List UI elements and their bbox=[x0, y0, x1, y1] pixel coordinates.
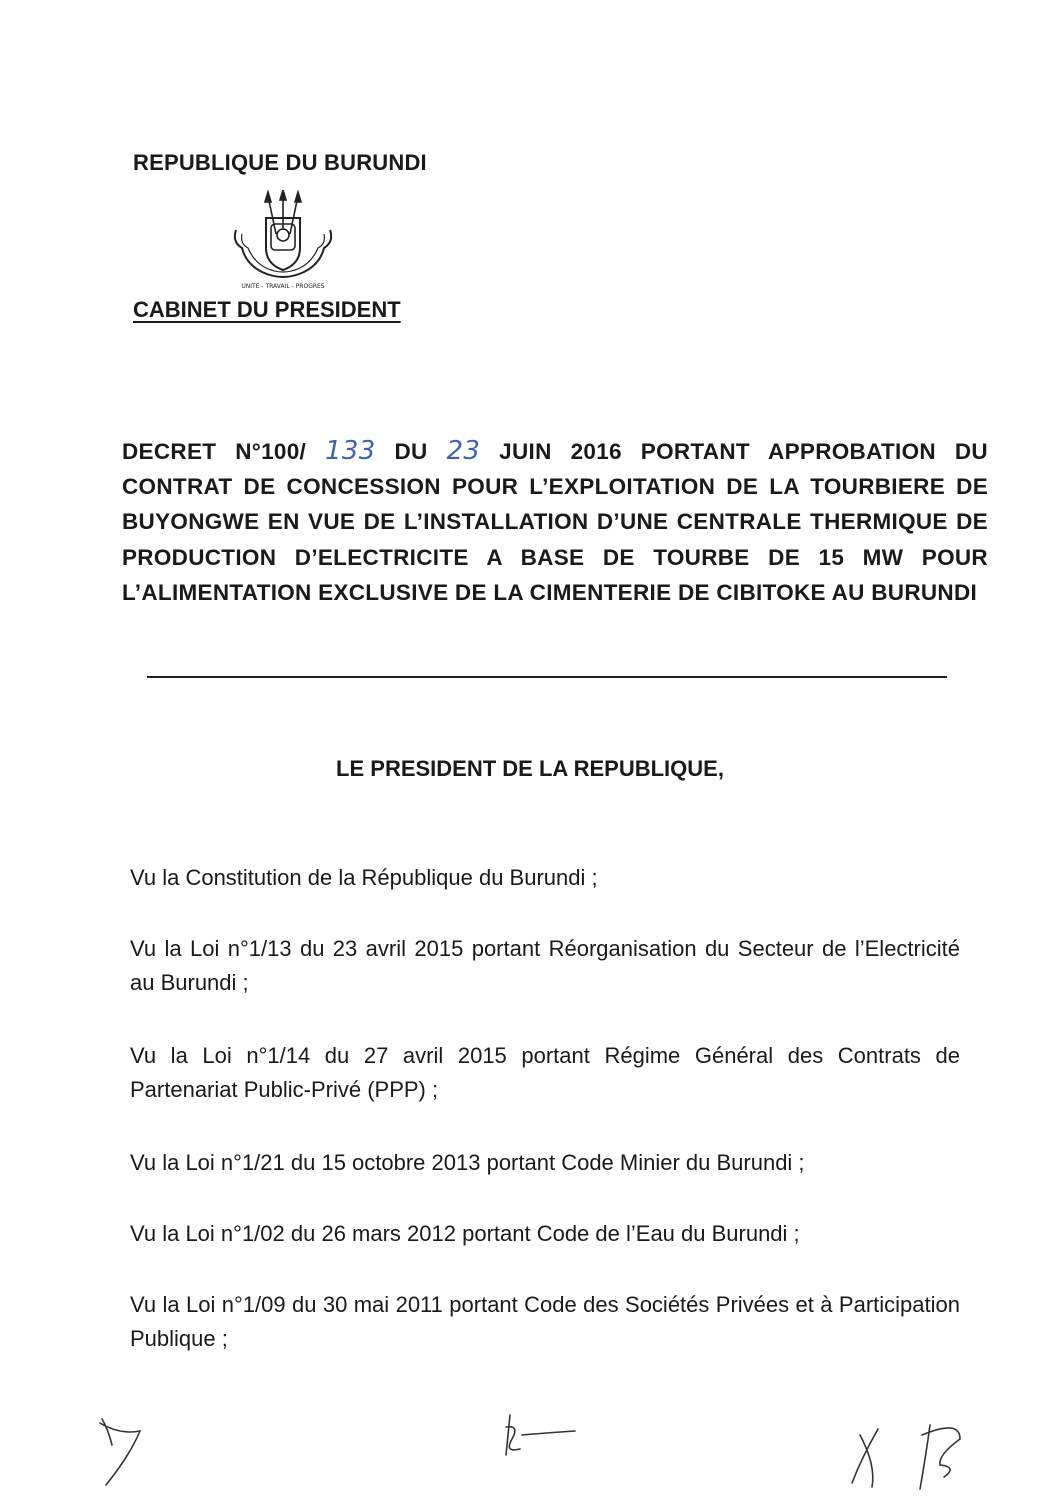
decree-prefix: DECRET N°100/ bbox=[122, 439, 307, 464]
cabinet-heading: CABINET DU PRESIDENT bbox=[133, 297, 401, 322]
decree-title-rest: JUIN 2016 PORTANT APPROBATION DU CONTRAT DE CONCESSION POUR L’EXPLOITATION DE LA TOURBIERE DE BUYONGWE EN VUE DE L’INSTALLATION D’UNE CENTRALE THERMIQUE DE PRODUCTION D’ELECTRICITE A BASE DE TOURBE DE 15 MW POUR L’ALIMENTATION EXCLUSIVE DE LA CIMENTERIE DE CIBITOKE AU BURUNDI bbox=[122, 439, 988, 605]
handwritten-initials-icon bbox=[0, 1405, 1060, 1497]
decree-du: DU bbox=[394, 439, 428, 464]
decree-day-handwritten: 23 bbox=[446, 436, 481, 466]
consideration-item: Vu la Loi n°1/14 du 27 avril 2015 portant Régime Général des Contrats de Partenariat Public-Privé (PPP) ; bbox=[130, 1043, 960, 1102]
consideration-item: Vu la Loi n°1/09 du 30 mai 2011 portant Code des Sociétés Privées et à Participation Publique ; bbox=[130, 1292, 960, 1351]
emblem-motto: UNITE - TRAVAIL - PROGRES bbox=[241, 283, 325, 290]
consideration-item: Vu la Constitution de la République du Burundi ; bbox=[130, 865, 598, 890]
consideration-item: Vu la Loi n°1/02 du 26 mars 2012 portant Code de l’Eau du Burundi ; bbox=[130, 1221, 800, 1246]
president-heading: LE PRESIDENT DE LA REPUBLIQUE, bbox=[336, 756, 724, 781]
consideration-item: Vu la Loi n°1/21 du 15 octobre 2013 portant Code Minier du Burundi ; bbox=[130, 1150, 805, 1175]
coat-of-arms-icon bbox=[228, 190, 338, 292]
decree-number-handwritten: 133 bbox=[325, 436, 376, 466]
consideration-item: Vu la Loi n°1/13 du 23 avril 2015 portant Réorganisation du Secteur de l’Electricité au Burundi ; bbox=[130, 936, 960, 995]
decree-title bbox=[122, 434, 988, 610]
country-heading: REPUBLIQUE DU BURUNDI bbox=[133, 150, 427, 175]
title-divider bbox=[147, 676, 947, 678]
